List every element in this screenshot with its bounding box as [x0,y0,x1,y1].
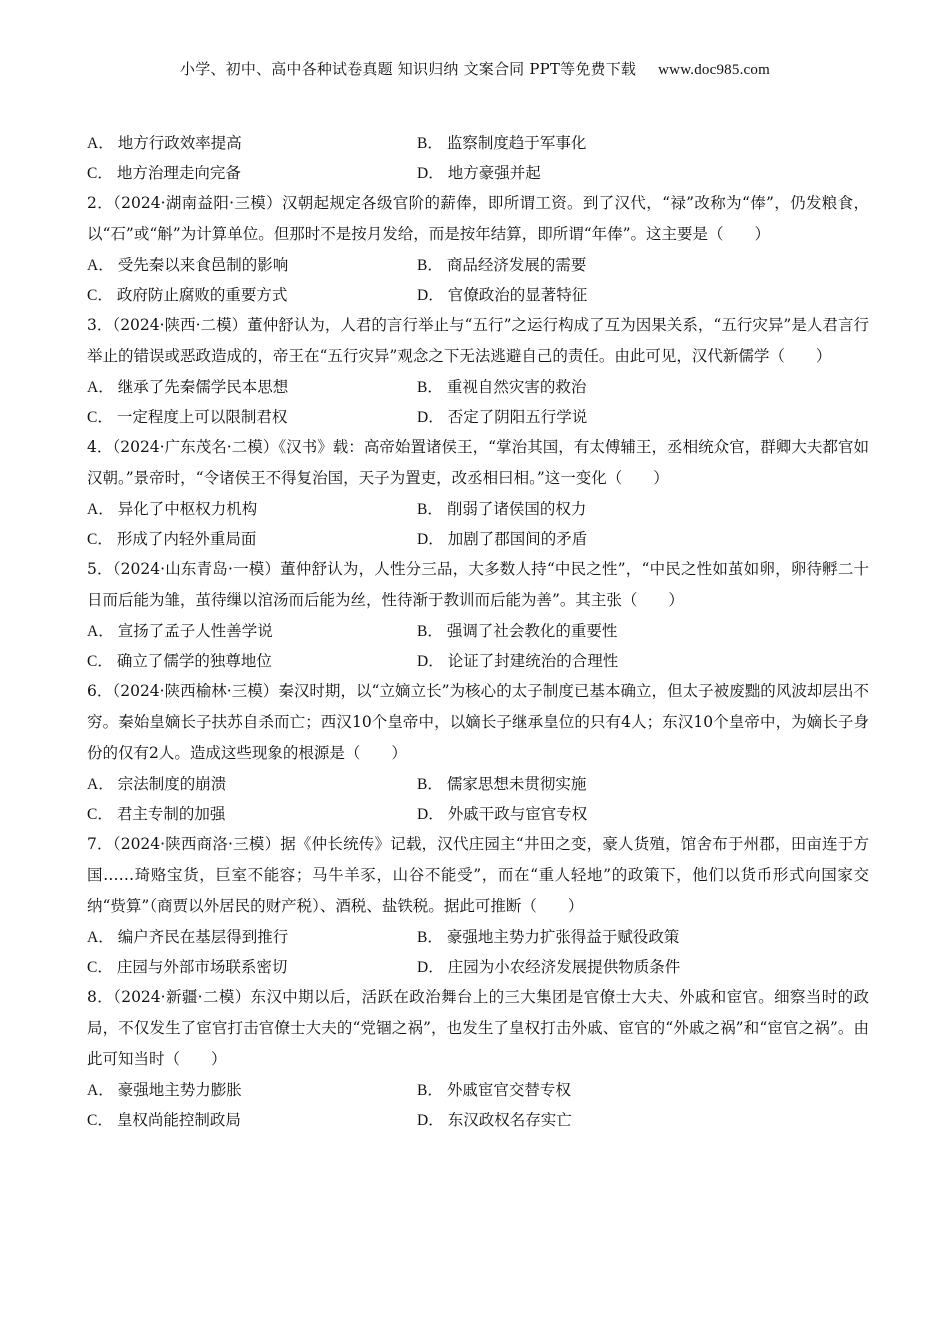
option-b: B． 强调了社会教化的重要性 [417,622,618,640]
option-row [87,1075,869,1105]
option-d: D． 加剧了郡国间的矛盾 [417,530,588,548]
question-6-stem: 6．（2024·陕西榆林·三模）秦汉时期，以“立嫡立长”为核心的太子制度已基本确立，但太子被废黜的风波却层出不穷。秦始皇嫡长子扶苏自杀而亡；西汉10个皇帝中，以嫡长子继承皇位的只有4人；东汉10个皇帝中，为嫡长子身份的仅有2人。造成这些现象的根源是（ ） [87,682,869,762]
option-b: B． 商品经济发展的需要 [417,256,587,274]
question-8-stem: 8．（2024·新疆·二模）东汉中期以后，活跃在政治舞台上的三大集团是官僚士大夫、外戚和宦官。细察当时的政局，不仅发生了宦官打击官僚士大夫的“党锢之祸”，也发生了皇权打击外戚、宦官的“外戚之祸”和“宦官之祸”。由此可知当时（ ） [87,988,869,1068]
option-row [87,280,869,310]
option-d: D． 外戚干政与宦官专权 [417,805,588,823]
option-row [87,922,869,952]
option-row [87,524,869,554]
option-a: A． 豪强地主势力膨胀 [87,1081,242,1099]
option-row [87,616,869,646]
option-row [87,646,869,676]
header-site-link[interactable]: www.doc985.com [658,62,770,78]
page-header [0,58,950,79]
option-d: D． 地方豪强并起 [417,164,541,182]
option-a: A． 编户齐民在基层得到推行 [87,928,289,946]
option-row [87,769,869,799]
option-a: A． 受先秦以来食邑制的影响 [87,256,289,274]
option-c: C． 君主专制的加强 [87,805,226,823]
option-d: D． 东汉政权名存实亡 [417,1111,572,1129]
question-5-stem: 5．（2024·山东青岛·一模）董仲舒认为，人性分三品，大多数人持“中民之性”，“中民之性如茧如卵，卵待孵二十日而后能为雏，茧待缫以涫汤而后能为丝，性待渐于教训而后能为善”。其主张（ ） [87,560,869,609]
option-a: A． 地方行政效率提高 [87,134,242,152]
option-b: B． 外戚宦官交替专权 [417,1081,571,1099]
option-d: D． 庄园为小农经济发展提供物质条件 [417,958,681,976]
question-2-stem: 2．（2024·湖南益阳·三模）汉朝起规定各级官阶的薪俸，即所谓工资。到了汉代，“禄”改称为“俸”，仍发粮食，以“石”或“斛”为计算单位。但那时不是按月发给，而是按年结算，即所谓“年俸”。这主要是（ ） [87,194,869,243]
option-c: C． 形成了内轻外重局面 [87,530,257,548]
option-c: C． 确立了儒学的独尊地位 [87,652,272,670]
option-row [87,494,869,524]
option-row [87,402,869,432]
option-b: B． 豪强地主势力扩张得益于赋役政策 [417,928,680,946]
option-b: B． 重视自然灾害的救治 [417,378,587,396]
option-c: C． 一定程度上可以限制君权 [87,408,288,426]
option-d: D． 否定了阴阳五行学说 [417,408,588,426]
option-row [87,128,869,158]
option-row [87,952,869,982]
option-b: B． 监察制度趋于军事化 [417,134,587,152]
header-text: 小学、初中、高中各种试卷真题 知识归纳 文案合同 PPT等免费下载 [180,60,637,78]
option-d: D． 论证了封建统治的合理性 [417,652,619,670]
question-7-stem: 7．（2024·陕西商洛·三模）据《仲长统传》记载，汉代庄园主“井田之变，豪人货殖，馆舍布于州郡，田亩连于方国……琦赂宝货，巨室不能容；马牛羊豕，山谷不能受”，而在“重人轻地”的政策下，他们以货币形式向国家交纳“赀算”（商贾以外居民的财产税）、酒税、盐铁税。据此可推断（ ） [87,835,869,915]
question-3-stem: 3．（2024·陕西·二模）董仲舒认为，人君的言行举止与“五行”之运行构成了互为因果关系，“五行灾异”是人君言行举止的错误或恶政造成的，帝王在“五行灾异”观念之下无法逃避自己的责任。由此可见，汉代新儒学（ ） [87,316,869,365]
option-row [87,250,869,280]
option-row [87,1105,869,1135]
option-c: C． 地方治理走向完备 [87,164,241,182]
question-4-stem: 4．（2024·广东茂名·二模）《汉书》载：高帝始置诸侯王，“掌治其国，有太傅辅王，丞相统众官，群卿大夫都官如汉朝。”景帝时，“令诸侯王不得复治国，天子为置吏，改丞相曰相。”这一变化（ ） [87,438,869,487]
option-b: B． 儒家思想未贯彻实施 [417,775,587,793]
option-row [87,799,869,829]
option-c: C． 皇权尚能控制政局 [87,1111,241,1129]
option-a: A． 宣扬了孟子人性善学说 [87,622,273,640]
option-a: A． 宗法制度的崩溃 [87,775,227,793]
option-a: A． 继承了先秦儒学民本思想 [87,378,289,396]
option-c: C． 庄园与外部市场联系密切 [87,958,288,976]
question-list [87,128,869,1135]
option-row [87,372,869,402]
option-d: D． 官僚政治的显著特征 [417,286,588,304]
option-b: B． 削弱了诸侯国的权力 [417,500,587,518]
option-c: C． 政府防止腐败的重要方式 [87,286,288,304]
option-a: A． 异化了中枢权力机构 [87,500,258,518]
option-row [87,158,869,188]
